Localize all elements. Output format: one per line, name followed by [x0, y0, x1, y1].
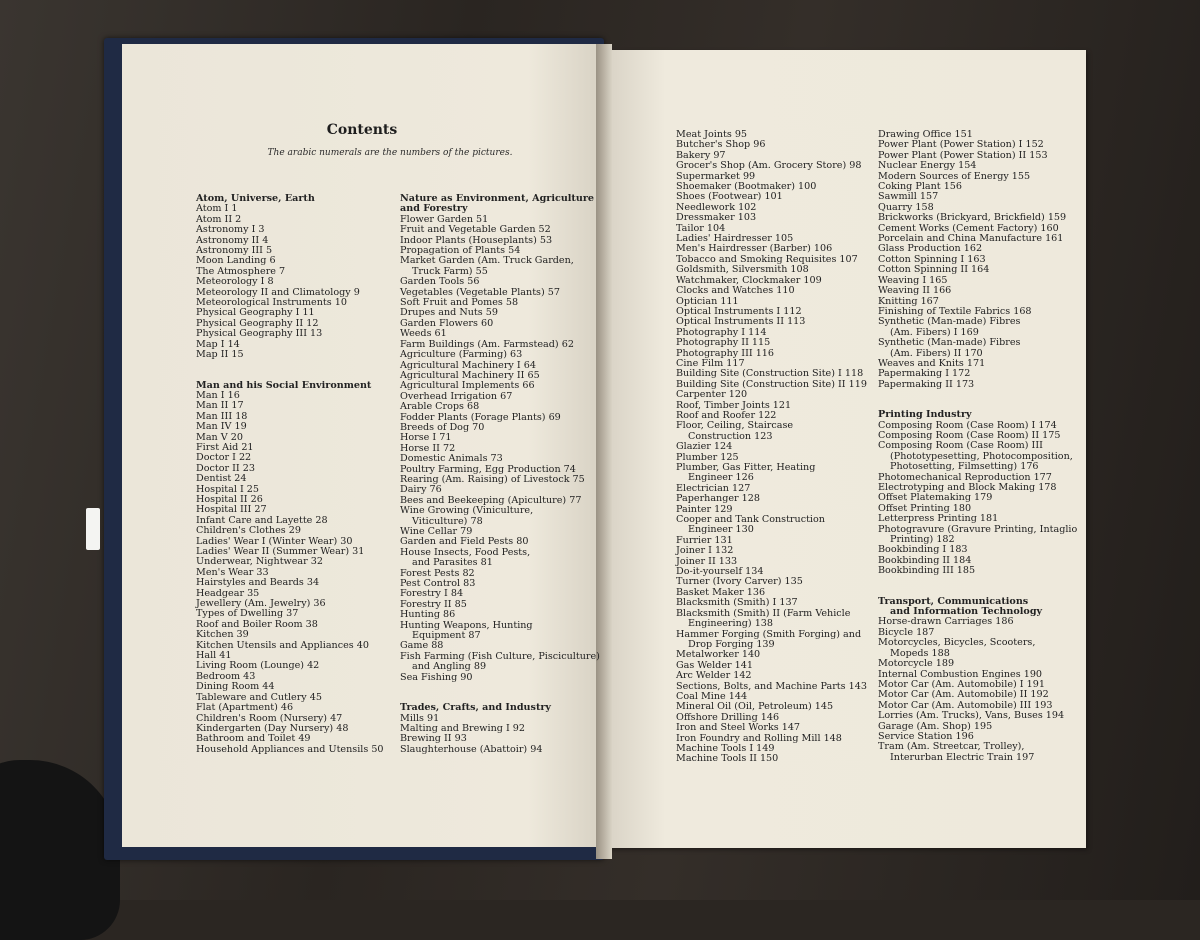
toc-entry: Fruit and Vegetable Garden 52 — [400, 224, 551, 236]
toc-entry: Garden Flowers 60 — [400, 317, 494, 329]
toc-entry: Soft Fruit and Pomes 58 — [400, 297, 519, 309]
toc-entry: Meat Joints 95 — [676, 129, 748, 140]
toc-entry: Forest Pests 82 — [400, 567, 475, 579]
toc-entry: Dentist 24 — [196, 473, 247, 485]
toc-entry: Mills 91 — [400, 712, 440, 724]
toc-entry: Goldsmith, Silversmith 108 — [676, 264, 809, 276]
toc-entry: Bedroom 43 — [196, 670, 256, 682]
toc-entry: Arc Welder 142 — [676, 670, 752, 682]
toc-entry: Internal Combustion Engines 190 — [878, 668, 1043, 680]
toc-entry: Men's Hairdresser (Barber) 106 — [676, 243, 833, 255]
toc-entry: (Phototypesetting, Photocomposition, — [890, 450, 1073, 462]
toc-entry: Painter 129 — [676, 503, 733, 515]
toc-entry: Infant Care and Layette 28 — [196, 514, 328, 526]
toc-entry: Man I 16 — [196, 389, 240, 401]
toc-entry: Forestry I 84 — [400, 588, 464, 600]
toc-entry: Furrier 131 — [676, 534, 733, 546]
toc-entry: Garden and Field Pests 80 — [400, 536, 529, 548]
toc-entry: Motorcycle 189 — [878, 658, 955, 670]
toc-entry: Equipment 87 — [412, 630, 481, 642]
toc-entry: Poultry Farming, Egg Production 74 — [400, 463, 576, 475]
toc-entry: Horse-drawn Carriages 186 — [878, 616, 1014, 628]
toc-entry: Weeds 61 — [400, 328, 447, 340]
toc-entry: House Insects, Food Pests, — [400, 546, 531, 558]
toc-entry: Plumber, Gas Fitter, Heating — [676, 462, 816, 473]
toc-entry: Synthetic (Man-made) Fibres — [878, 337, 1021, 349]
toc-entry: and Parasites 81 — [412, 557, 493, 569]
contents-subtitle: The arabic numerals are the numbers of the pictures. — [267, 148, 513, 158]
toc-entry: Agricultural Machinery II 65 — [400, 369, 540, 381]
toc-entry: Man IV 19 — [196, 421, 247, 433]
toc-entry: Jewellery (Am. Jewelry) 36 — [196, 598, 326, 610]
toc-entry: Blacksmith (Smith) I 137 — [676, 597, 798, 609]
toc-entry: Hunting Weapons, Hunting — [400, 619, 533, 631]
toc-entry: Weaving II 166 — [878, 285, 952, 297]
toc-entry: Motorcycles, Bicycles, Scooters, — [878, 637, 1036, 649]
toc-entry: Hospital II 26 — [196, 493, 263, 505]
toc-entry: Lorries (Am. Trucks), Vans, Buses 194 — [878, 710, 1065, 722]
toc-entry: Hairstyles and Beards 34 — [196, 577, 320, 589]
toc-entry: Shoes (Footwear) 101 — [676, 191, 783, 203]
toc-entry: Mineral Oil (Oil, Petroleum) 145 — [676, 701, 834, 713]
toc-entry: Agricultural Implements 66 — [400, 380, 535, 392]
toc-entry: Domestic Animals 73 — [400, 453, 503, 465]
toc-entry: Map II 15 — [196, 349, 244, 361]
toc-list — [196, 204, 384, 360]
toc-entry: Needlework 102 — [676, 201, 757, 213]
toc-entry: Vegetables (Vegetable Plants) 57 — [400, 286, 560, 298]
toc-entry: Offset Platemaking 179 — [878, 492, 993, 504]
toc-entry: Photogravure (Gravure Printing, Intaglio — [878, 523, 1078, 535]
toc-entry: Hospital III 27 — [196, 504, 267, 516]
toc-entry: Moon Landing 6 — [196, 255, 276, 267]
toc-entry: Cotton Spinning II 164 — [878, 264, 990, 276]
toc-entry: Building Site (Construction Site) I 118 — [676, 368, 864, 380]
toc-entry: Forestry II 85 — [400, 598, 467, 610]
toc-entry: Quarry 158 — [878, 201, 934, 213]
toc-entry: Cement Works (Cement Factory) 160 — [878, 222, 1059, 234]
toc-list — [878, 130, 1077, 390]
toc-entry: Drupes and Nuts 59 — [400, 307, 498, 319]
toc-entry: Bookbinding I 183 — [878, 544, 968, 556]
toc-entry: Service Station 196 — [878, 730, 974, 742]
toc-entry: Joiner I 132 — [676, 545, 734, 557]
toc-entry: Men's Wear 33 — [196, 566, 269, 578]
toc-entry: Bookbinding II 184 — [878, 554, 972, 566]
toc-entry: Motor Car (Am. Automobile) II 192 — [878, 689, 1049, 701]
toc-entry: Papermaking I 172 — [878, 368, 971, 380]
toc-entry: Kitchen Utensils and Appliances 40 — [196, 639, 369, 651]
toc-entry: Hunting 86 — [400, 609, 456, 621]
toc-entry: Wine Growing (Viniculture, — [400, 505, 534, 517]
toc-entry: Interurban Electric Train 197 — [890, 751, 1035, 763]
toc-list — [878, 421, 1077, 577]
toc-entry: Astronomy I 3 — [196, 224, 265, 236]
toc-entry: Engineer 126 — [688, 472, 754, 484]
toc-entry: Do-it-yourself 134 — [676, 566, 764, 578]
toc-entry: Photosetting, Filmsetting) 176 — [890, 461, 1039, 473]
toc-entry: Plumber 125 — [676, 451, 739, 463]
toc-entry: Meteorology I 8 — [196, 276, 274, 288]
toc-entry: Truck Farm) 55 — [412, 265, 488, 277]
toc-entry: Malting and Brewing I 92 — [400, 722, 526, 734]
bookmark-tab — [86, 508, 100, 550]
section-heading: and Forestry — [400, 203, 468, 215]
toc-entry: Composing Room (Case Room) I 174 — [878, 419, 1057, 431]
toc-entry: Slaughterhouse (Abattoir) 94 — [400, 743, 543, 755]
toc-entry: Atom I 1 — [196, 203, 238, 215]
toc-entry: Roof and Roofer 122 — [676, 409, 777, 421]
toc-entry: Iron Foundry and Rolling Mill 148 — [676, 732, 842, 744]
toc-entry: Indoor Plants (Houseplants) 53 — [400, 234, 553, 246]
toc-entry: Clocks and Watches 110 — [676, 285, 795, 297]
toc-entry: Electrician 127 — [676, 482, 751, 494]
toc-entry: Sea Fishing 90 — [400, 671, 473, 683]
toc-column-4 — [878, 130, 1077, 763]
toc-entry: Hospital I 25 — [196, 483, 260, 495]
section-heading: Printing Industry — [878, 409, 972, 421]
toc-entry: Agricultural Machinery I 64 — [400, 359, 536, 371]
toc-list — [196, 391, 384, 755]
toc-entry: Dressmaker 103 — [676, 212, 757, 224]
toc-entry: Bathroom and Toilet 49 — [196, 733, 311, 745]
toc-entry: Doctor II 23 — [196, 462, 255, 474]
toc-entry: Fish Farming (Fish Culture, Pisciculture) — [400, 650, 600, 662]
toc-entry: (Am. Fibers) I 169 — [890, 326, 979, 338]
toc-entry: Photography I 114 — [676, 326, 767, 338]
section-heading: Trades, Crafts, and Industry — [400, 702, 551, 714]
toc-entry: Pest Control 83 — [400, 578, 476, 590]
toc-entry: Household Appliances and Utensils 50 — [196, 743, 384, 755]
toc-entry: Man II 17 — [196, 400, 244, 412]
toc-entry: Ladies' Wear II (Summer Wear) 31 — [196, 546, 365, 557]
toc-entry: Atom II 2 — [196, 213, 242, 225]
toc-entry: Farm Buildings (Am. Farmstead) 62 — [400, 338, 574, 350]
toc-entry: Shoemaker (Bootmaker) 100 — [676, 181, 817, 193]
toc-entry: Horse II 72 — [400, 442, 456, 454]
toc-entry: Man V 20 — [196, 431, 243, 443]
toc-entry: Rearing (Am. Raising) of Livestock 75 — [400, 473, 585, 485]
toc-entry: Astronomy II 4 — [196, 234, 269, 246]
toc-entry: Butcher's Shop 96 — [676, 139, 766, 151]
toc-entry: Mopeds 188 — [890, 647, 950, 659]
toc-entry: Brickworks (Brickyard, Brickfield) 159 — [878, 212, 1067, 224]
toc-entry: Flower Garden 51 — [400, 213, 489, 225]
toc-list — [878, 617, 1077, 763]
toc-entry: Tailor 104 — [676, 222, 726, 234]
toc-entry: Roof and Boiler Room 38 — [196, 618, 318, 630]
toc-entry: Power Plant (Power Station) II 153 — [878, 149, 1048, 161]
toc-entry: Basket Maker 136 — [676, 586, 766, 598]
toc-entry: Metalworker 140 — [676, 649, 761, 661]
toc-entry: Underwear, Nightwear 32 — [196, 556, 323, 568]
toc-entry: Viticulture) 78 — [412, 515, 483, 527]
toc-entry: Glass Production 162 — [878, 243, 983, 255]
toc-entry: Composing Room (Case Room) III — [878, 440, 1043, 452]
toc-entry: Weaving I 165 — [878, 274, 948, 286]
toc-entry: Children's Clothes 29 — [196, 525, 301, 537]
toc-entry: Turner (Ivory Carver) 135 — [676, 576, 803, 588]
toc-entry: Motor Car (Am. Automobile) I 191 — [878, 678, 1045, 690]
toc-entry: Finishing of Textile Fabrics 168 — [878, 305, 1032, 317]
toc-entry: Motor Car (Am. Automobile) III 193 — [878, 699, 1053, 711]
toc-entry: Physical Geography II 12 — [196, 317, 319, 329]
toc-entry: Dining Room 44 — [196, 681, 275, 693]
toc-entry: Grocer's Shop (Am. Grocery Store) 98 — [676, 160, 862, 172]
toc-entry: Machine Tools I 149 — [676, 742, 775, 754]
section-heading: Transport, Communications — [878, 595, 1029, 607]
toc-entry: Letterpress Printing 181 — [878, 513, 999, 525]
toc-entry: Blacksmith (Smith) II (Farm Vehicle — [676, 607, 851, 619]
toc-entry: Agriculture (Farming) 63 — [400, 349, 523, 361]
toc-entry: Carpenter 120 — [676, 389, 748, 401]
toc-entry: Synthetic (Man-made) Fibres — [878, 316, 1021, 328]
toc-entry: Photography III 116 — [676, 347, 775, 359]
toc-entry: Man III 18 — [196, 410, 248, 422]
toc-entry: Doctor I 22 — [196, 452, 252, 464]
toc-column-3 — [676, 130, 867, 765]
toc-entry: Brewing II 93 — [400, 733, 467, 745]
toc-entry: Printing) 182 — [890, 534, 955, 546]
toc-entry: Breeds of Dog 70 — [400, 421, 485, 433]
toc-entry: Tableware and Cutlery 45 — [196, 691, 322, 703]
toc-entry: Living Room (Lounge) 42 — [196, 660, 320, 672]
contents-title: Contents — [326, 122, 398, 138]
toc-entry: Arable Crops 68 — [400, 401, 480, 413]
toc-entry: Overhead Irrigation 67 — [400, 390, 513, 402]
toc-entry: Ladies' Wear I (Winter Wear) 30 — [196, 535, 353, 547]
toc-entry: Photography II 115 — [676, 337, 771, 349]
toc-entry: Engineering) 138 — [688, 618, 774, 630]
toc-list — [676, 130, 867, 765]
toc-entry: Cine Film 117 — [676, 357, 745, 369]
toc-entry: Astronomy III 5 — [196, 245, 273, 257]
toc-entry: Physical Geography III 13 — [196, 328, 323, 340]
toc-entry: Kindergarten (Day Nursery) 48 — [196, 722, 349, 734]
toc-entry: Nuclear Energy 154 — [878, 160, 977, 172]
toc-entry: Hall 41 — [196, 650, 232, 662]
toc-entry: Modern Sources of Energy 155 — [878, 170, 1031, 182]
toc-entry: Offshore Drilling 146 — [676, 711, 780, 723]
toc-entry: Coking Plant 156 — [878, 181, 963, 193]
toc-entry: Bookbinding III 185 — [878, 565, 976, 577]
toc-entry: Construction 123 — [688, 430, 773, 442]
toc-entry: Flat (Apartment) 46 — [196, 702, 294, 714]
toc-entry: Weaves and Knits 171 — [878, 357, 986, 369]
toc-entry: Garden Tools 56 — [400, 276, 480, 288]
toc-entry: Cotton Spinning I 163 — [878, 253, 986, 265]
toc-entry: Optical Instruments I 112 — [676, 305, 802, 317]
toc-entry: Electrotyping and Block Making 178 — [878, 482, 1057, 493]
toc-entry: Composing Room (Case Room) II 175 — [878, 429, 1061, 441]
toc-entry: Drop Forging 139 — [688, 638, 775, 650]
section-heading: and Information Technology — [890, 606, 1043, 618]
toc-entry: Optician 111 — [676, 295, 739, 307]
toc-entry: Power Plant (Power Station) I 152 — [878, 139, 1044, 151]
toc-entry: Papermaking II 173 — [878, 378, 975, 390]
toc-entry: Types of Dwelling 37 — [196, 608, 299, 620]
toc-entry: Cooper and Tank Construction — [676, 514, 825, 526]
toc-entry: Horse I 71 — [400, 432, 452, 444]
toc-entry: Fodder Plants (Forage Plants) 69 — [400, 411, 561, 423]
toc-entry: Paperhanger 128 — [676, 493, 760, 505]
toc-entry: Coal Mine 144 — [676, 690, 748, 702]
toc-list — [400, 714, 600, 756]
toc-entry: Hammer Forging (Smith Forging) and — [676, 628, 862, 640]
toc-entry: Offset Printing 180 — [878, 502, 972, 514]
toc-entry: Tobacco and Smoking Requisites 107 — [676, 253, 858, 265]
toc-entry: Photomechanical Reproduction 177 — [878, 471, 1052, 483]
toc-column-2 — [400, 194, 600, 755]
toc-entry: Game 88 — [400, 640, 444, 652]
toc-entry: Bees and Beekeeping (Apiculture) 77 — [400, 494, 582, 506]
toc-entry: Meteorological Instruments 10 — [196, 297, 347, 309]
toc-entry: Propagation of Plants 54 — [400, 245, 521, 257]
toc-entry: Roof, Timber Joints 121 — [676, 399, 792, 411]
toc-entry: Dairy 76 — [400, 484, 442, 496]
toc-entry: Market Garden (Am. Truck Garden, — [400, 255, 574, 267]
toc-entry: Joiner II 133 — [676, 555, 738, 567]
toc-entry: Ladies' Hairdresser 105 — [676, 233, 794, 245]
toc-entry: Headgear 35 — [196, 587, 260, 599]
toc-entry: First Aid 21 — [196, 441, 254, 453]
toc-entry: Children's Room (Nursery) 47 — [196, 712, 343, 724]
toc-entry: Tram (Am. Streetcar, Trolley), — [878, 741, 1025, 753]
toc-entry: Gas Welder 141 — [676, 659, 753, 671]
toc-entry: Glazier 124 — [676, 441, 733, 453]
toc-entry: Building Site (Construction Site) II 119 — [676, 378, 867, 390]
toc-entry: Machine Tools II 150 — [676, 753, 779, 765]
section-heading: Atom, Universe, Earth — [196, 193, 315, 204]
toc-entry: Knitting 167 — [878, 295, 939, 307]
toc-entry: Porcelain and China Manufacture 161 — [878, 233, 1064, 245]
toc-entry: The Atmosphere 7 — [196, 265, 286, 277]
toc-entry: Iron and Steel Works 147 — [676, 722, 801, 734]
toc-entry: Bakery 97 — [676, 149, 726, 161]
toc-entry: Kitchen 39 — [196, 629, 249, 641]
section-heading: Man and his Social Environment — [196, 379, 372, 391]
toc-entry: Wine Cellar 79 — [400, 526, 473, 537]
toc-entry: and Angling 89 — [412, 661, 487, 673]
toc-entry: Supermarket 99 — [676, 170, 756, 182]
toc-entry: Floor, Ceiling, Staircase — [676, 420, 794, 432]
toc-entry: Drawing Office 151 — [878, 129, 973, 140]
section-heading: Nature as Environment, Agriculture — [400, 193, 595, 204]
toc-entry: Physical Geography I 11 — [196, 307, 315, 319]
toc-entry: Meteorology II and Climatology 9 — [196, 286, 360, 298]
toc-entry: Bicycle 187 — [878, 626, 935, 638]
toc-list — [400, 215, 600, 683]
toc-entry: Watchmaker, Clockmaker 109 — [676, 274, 822, 286]
toc-entry: Map I 14 — [196, 338, 240, 350]
toc-entry: Sections, Bolts, and Machine Parts 143 — [676, 680, 867, 692]
toc-entry: Engineer 130 — [688, 524, 754, 536]
toc-entry: Garage (Am. Shop) 195 — [878, 720, 993, 732]
toc-entry: (Am. Fibers) II 170 — [890, 347, 983, 359]
toc-column-1 — [196, 194, 384, 755]
toc-entry: Optical Instruments II 113 — [676, 316, 806, 328]
toc-entry: Sawmill 157 — [878, 191, 939, 203]
